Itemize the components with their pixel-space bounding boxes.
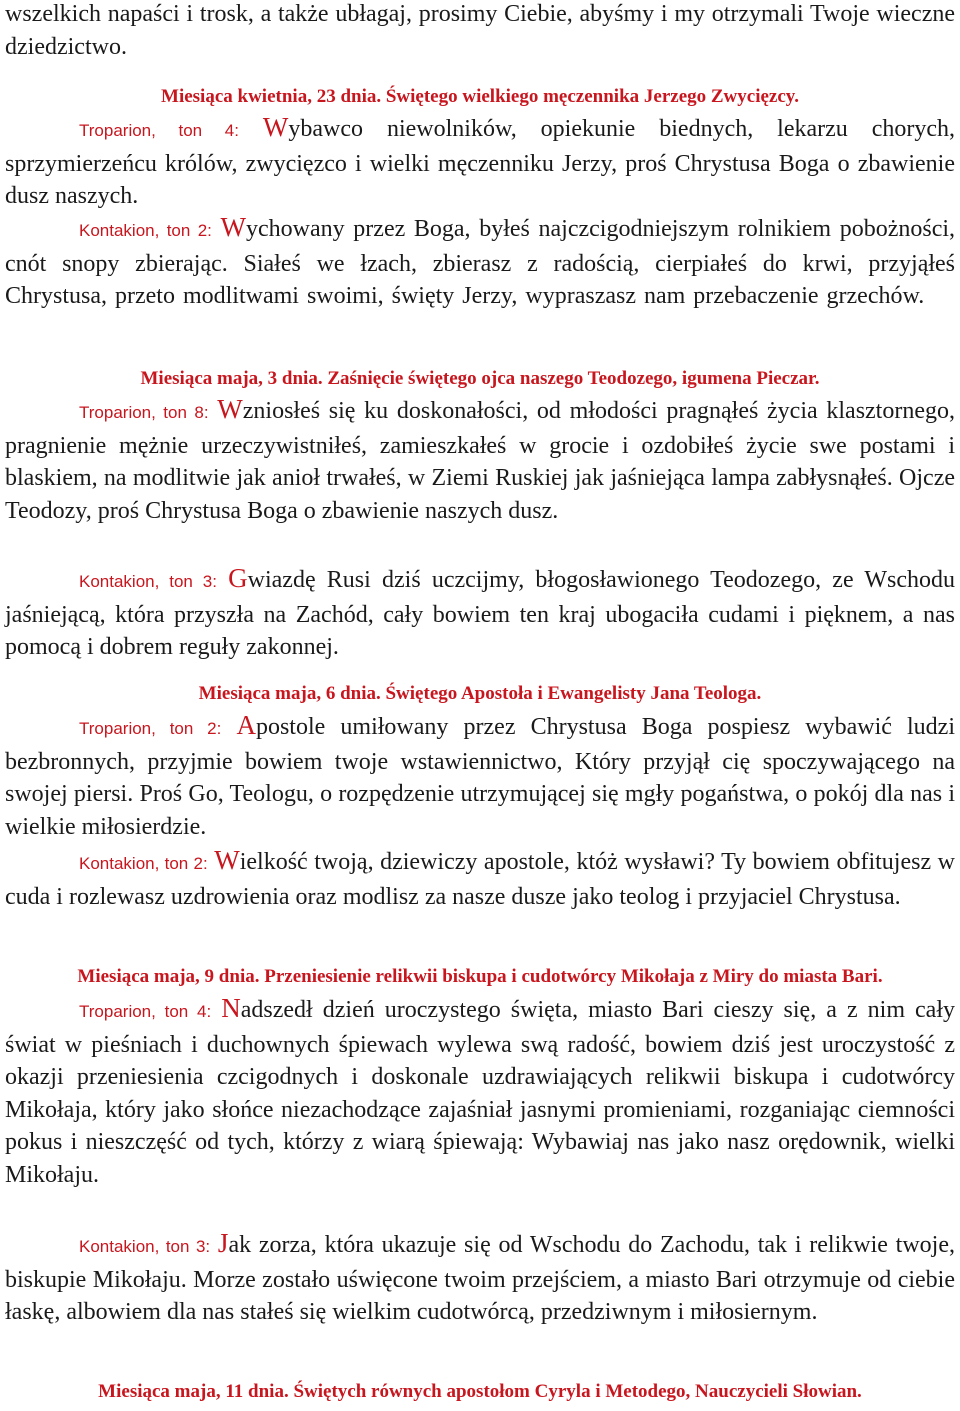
hymn-label: Troparion, ton 4: [79,1002,212,1021]
drop-initial: G [228,563,248,593]
kontakion-paragraph [5,211,955,313]
troparion-paragraph [5,709,955,843]
hymn-label: Troparion, ton 4: [79,121,239,140]
section-heading-may-11: Miesiąca maja, 11 dnia. Świętych równych apostołom Cyryla i Metodego, Nauczycieli Słowian. [98,1381,862,1402]
hymn-label: Troparion, ton 2: [79,719,222,738]
hymn-text: ielkość twoją, dziewiczy apostole, któż wysławi? Ty bowiem obfitujesz w cuda i rozlewasz uzdrowienia oraz modlisz za nasze dusze jako teolog i przyjaciel Chrystusa. [5,849,955,910]
drop-initial: N [221,993,241,1023]
hymn-text: adszedł dzień uroczystego święta, miasto Bari cieszy się, a z nim cały świat w pieśniach i duchownych śpiewach wylewa swą radość, bowiem dziś jest uroczystość z okazji przeniesienia czcigodnych i doskonale uzdrawiających relikwii biskupa i cudotwórcy Mikołaja, który jako słońce niezachodzące zajaśniał jasnymi promieniami, rozganiając ciemności pokus i nieszczęść od tych, którzy z wiarą śpiewają: Wybawiaj nas jako nasz orędownik, wielki Mikołaju. [5,997,956,1188]
troparion-paragraph [5,393,955,527]
hymn-text: ak zorza, która ukazuje się od Wschodu do Zachodu, tak i relikwie twoje, biskupie Mikołaju. Morze zostało uświęcone twoim przejściem, a miasto Bari otrzymuje od ciebie łaskę, albowiem dla nas stałeś się wielkim cudotwórcą, przedziwnym i miłosiernym. [5,1232,956,1326]
drop-initial: W [220,212,247,242]
section-heading-april-23: Miesiąca kwietnia, 23 dnia. Świętego wielkiego męczennika Jerzego Zwycięzcy. [161,86,799,107]
kontakion-paragraph [5,562,955,664]
hymn-label: Kontakion, ton 3: [79,572,217,591]
section-heading-may-9: Miesiąca maja, 9 dnia. Przeniesienie relikwii biskupa i cudotwórcy Mikołaja z Miry do miasta Bari. [77,966,883,987]
drop-initial: W [217,394,243,424]
section-heading-may-3: Miesiąca maja, 3 dnia. Zaśnięcie świętego ojca naszego Teodozego, igumena Pieczar. [140,368,820,389]
hymn-label: Kontakion, ton 2: [79,854,208,873]
drop-initial: J [217,1228,229,1258]
kontakion-paragraph [5,844,955,913]
kontakion-paragraph [5,1227,955,1329]
drop-initial: W [214,845,240,875]
drop-initial: W [262,112,289,142]
hymn-label: Troparion, ton 8: [79,403,209,422]
hymn-text: wiazdę Rusi dziś uczcijmy, błogosławionego Teodozego, ze Wschodu jaśniejącą, która przyszła na Zachód, cały bowiem ten kraj ubogaciła cudami i pięknem, a nas pomocą i dobrem reguły zakonnej. [5,567,955,661]
hymn-text: ybawco niewolników, opiekunie biednych, lekarzu chorych, sprzymierzeńcu królów, zwycięzco i wielki męczenniku Jerzy, proś Chrystusa Boga o zbawienie dusz naszych. [5,116,955,210]
hymn-label: Kontakion, ton 3: [79,1237,211,1256]
drop-initial: A [236,710,256,740]
hymn-text: ychowany przez Boga, byłeś najczcigodniejszym rolnikiem pobożności, cnót snopy zbierając. Siałeś we łzach, zbierasz z radością, cierpiałeś do krwi, przyjąłeś Chrystusa, przeto modlitwami swoimi, święty Jerzy, wypraszasz nam przebaczenie grzechów. [5,216,956,310]
hymn-label: Kontakion, ton 2: [79,221,212,240]
hymn-text: zniosłeś się ku doskonałości, od młodości pragnąłeś życia klasztornego, pragnienie mężnie urzeczywistniłeś, zamieszkałeś w grocie i ozdobiłeś życie swe postami i blaskiem, na modlitwie jak anioł trwałeś, w Ziemi Ruskiej jak jaśniejąca lampa zabłysnąłeś. Ojcze Teodozy, proś Chrystusa Boga o zbawienie naszych dusz. [5,398,955,524]
troparion-paragraph [5,111,955,213]
intro-paragraph: wszelkich napaści i trosk, a także ubłagaj, prosimy Ciebie, abyśmy i my otrzymali Twoje wieczne dziedzictwo. [5,1,955,60]
troparion-paragraph [5,992,955,1192]
hymn-text: postole umiłowany przez Chrystusa Boga pospiesz wybawić ludzi bezbronnych, przyjmie bowiem twoje wstawiennictwo, Który przyjął cię spoczywającego na swojej piersi. Proś Go, Teologu, o rozpędzenie utrzymującej się mgły pogaństwa, o pokój dla nas i wielkie miłosierdzie. [5,714,956,840]
section-heading-may-6: Miesiąca maja, 6 dnia. Świętego Apostoła i Ewangelisty Jana Teologa. [198,683,762,704]
